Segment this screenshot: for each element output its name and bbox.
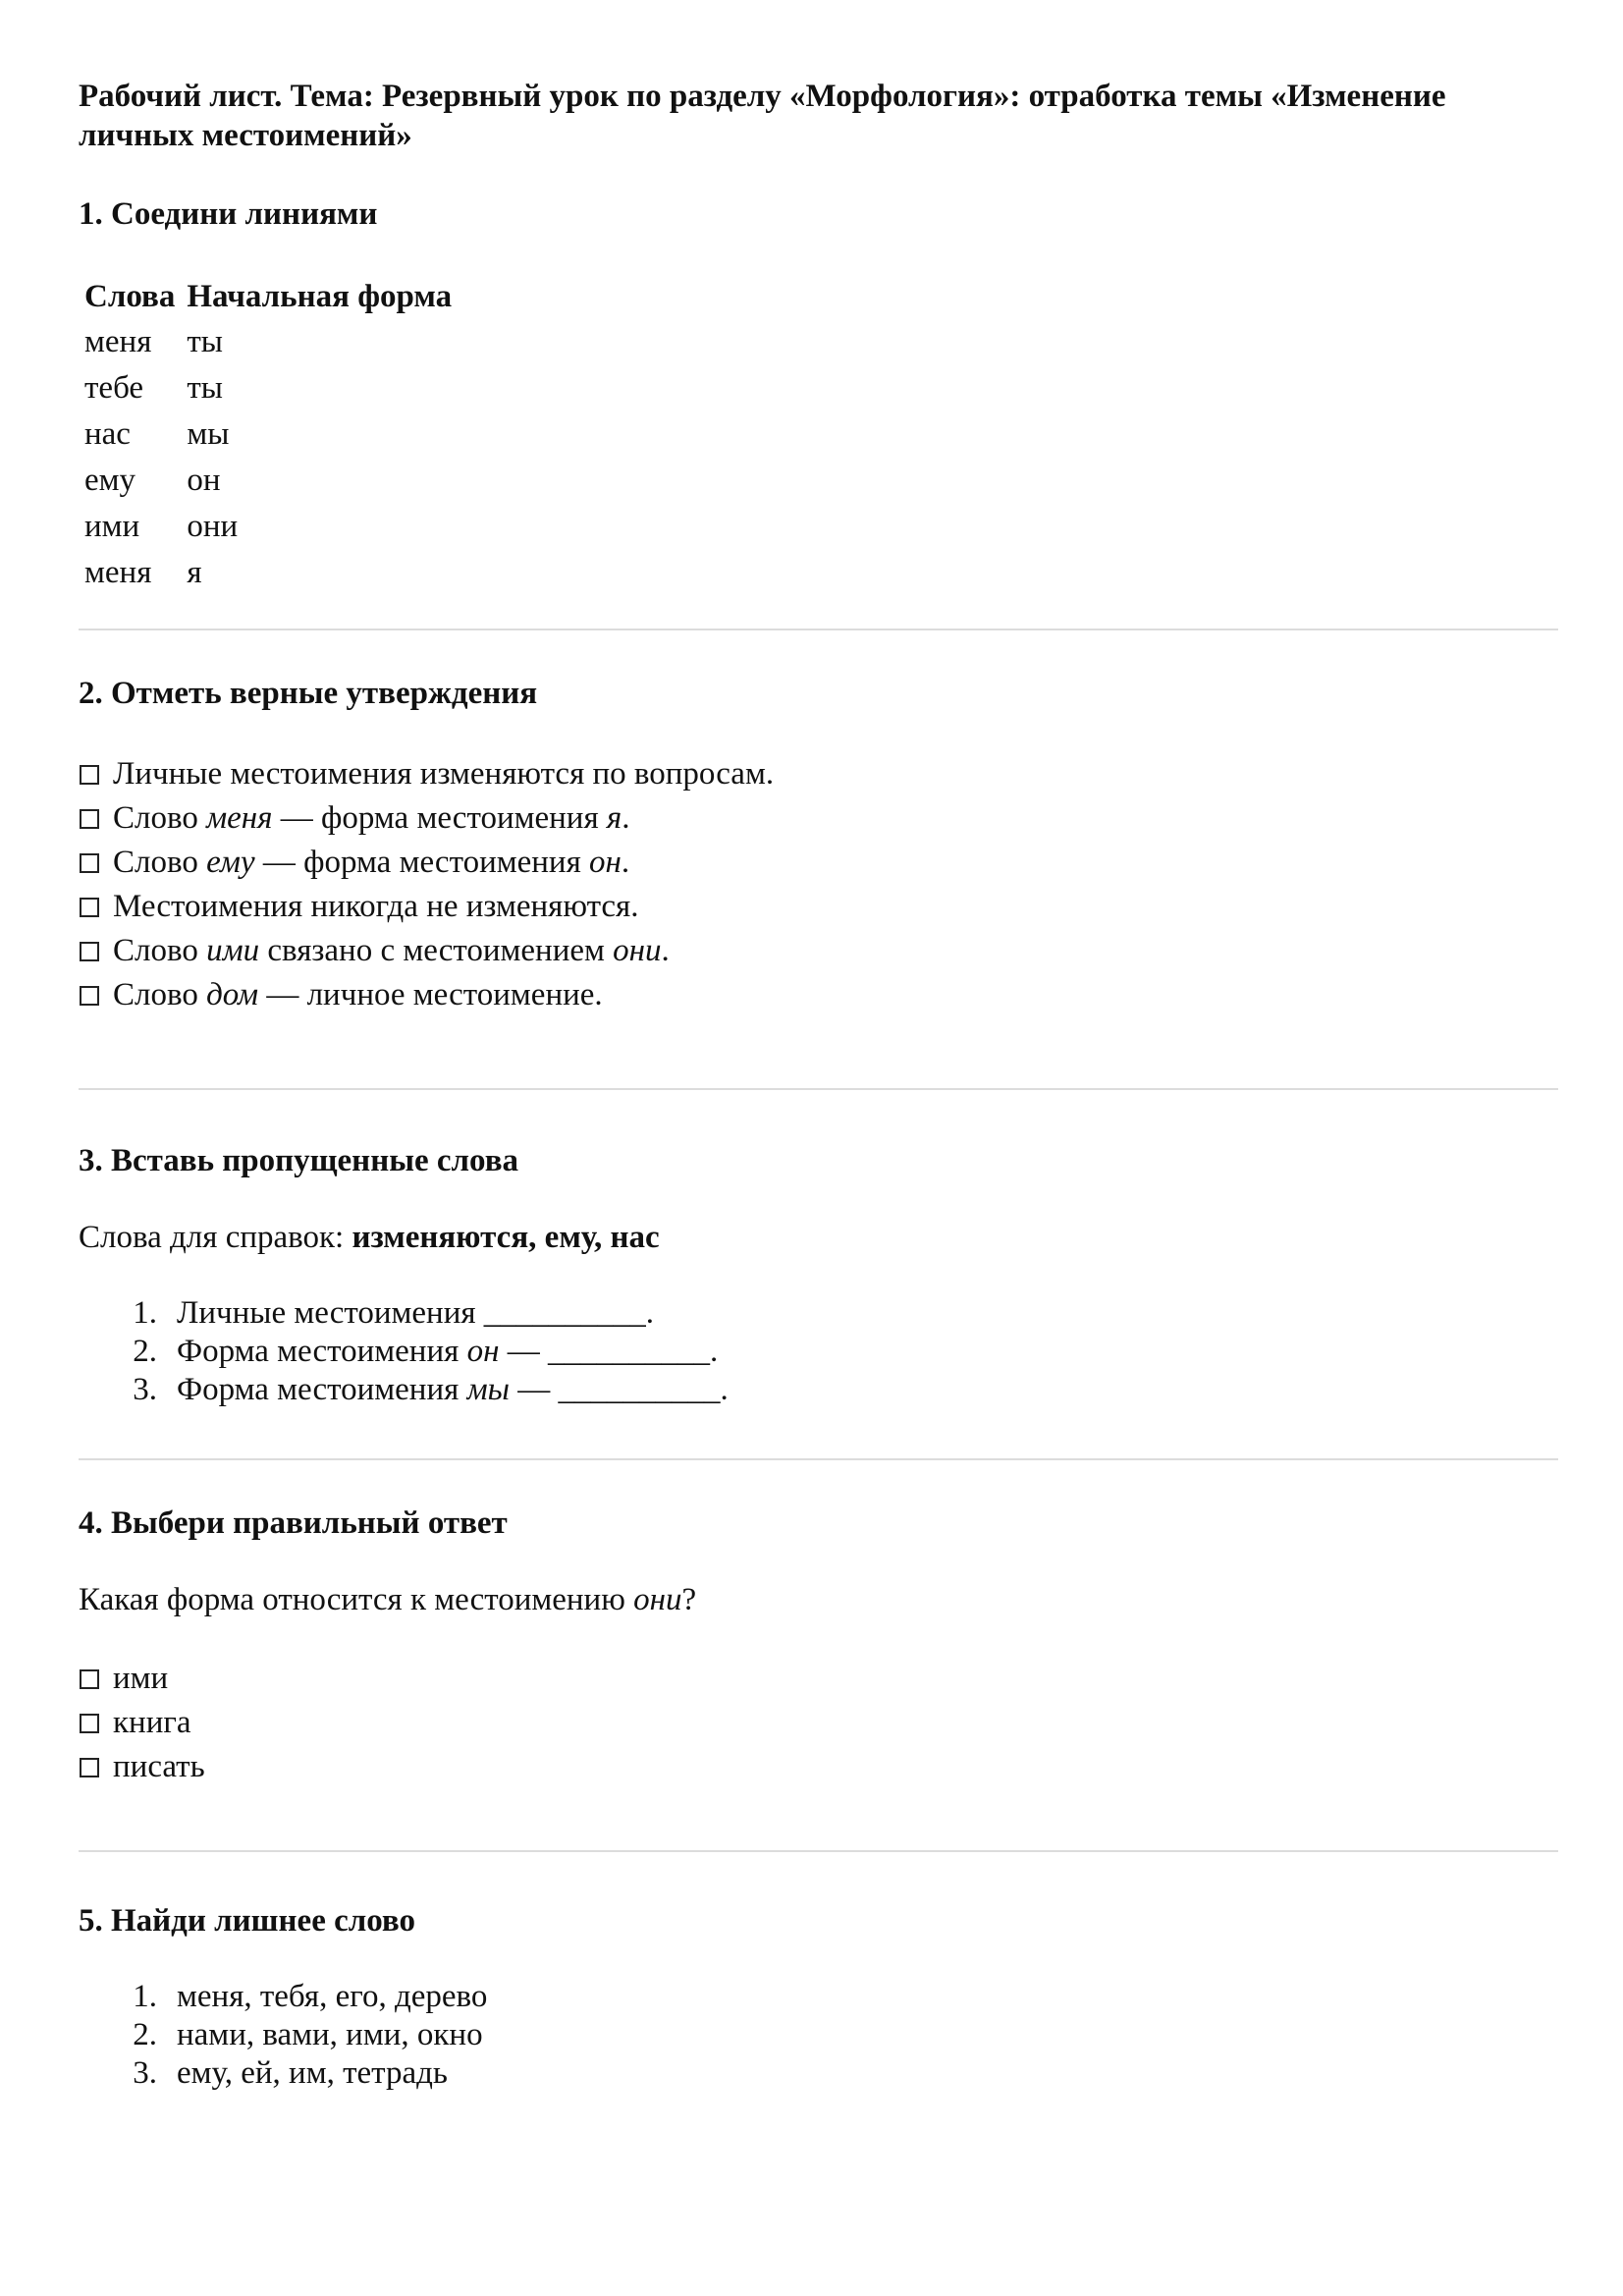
section-choose-answer: [79, 1503, 1544, 1789]
base-form-cell[interactable]: ты: [187, 370, 223, 406]
section-divider: [79, 629, 1558, 630]
word-cell[interactable]: ему: [84, 463, 136, 498]
table-row: [81, 365, 460, 411]
answer-option: [79, 1657, 1544, 1701]
word-cell[interactable]: меня: [84, 555, 152, 590]
checkbox[interactable]: [80, 1758, 99, 1777]
answer-option: [79, 1745, 1544, 1789]
column-header-words: Слова: [84, 279, 176, 314]
base-form-cell[interactable]: мы: [187, 416, 230, 452]
answer-option: [79, 1701, 1544, 1745]
option-label: писать: [113, 1749, 205, 1784]
statement-item: [79, 841, 1544, 885]
list-item[interactable]: 3. Форма местоимения мы — __________.: [133, 1372, 729, 1407]
list-item[interactable]: 3. ему, ей, им, тетрадь: [133, 2055, 448, 2091]
section-fill-blanks: [79, 1141, 1544, 1409]
statement-item: [79, 973, 1544, 1017]
table-row: [81, 504, 460, 550]
list-item[interactable]: 2. Форма местоимения он — __________.: [133, 1334, 719, 1369]
section-true-statements: [79, 674, 1544, 1017]
match-table: [81, 275, 460, 596]
base-form-cell[interactable]: они: [187, 509, 239, 544]
statement-text: Личные местоимения изменяются по вопросам.: [113, 756, 775, 792]
word-cell[interactable]: тебе: [84, 370, 144, 406]
column-header-base-form: Начальная форма: [187, 279, 453, 314]
table-header-row: [81, 275, 460, 319]
statement-item: [79, 885, 1544, 929]
checkbox[interactable]: [80, 1714, 99, 1733]
table-row: [81, 550, 460, 596]
checkbox[interactable]: [80, 765, 99, 785]
section-heading: 4. Выбери правильный ответ: [79, 1505, 508, 1541]
checkbox[interactable]: [80, 809, 99, 829]
reference-words: Слова для справок: изменяются, ему, нас: [79, 1220, 660, 1255]
word-cell[interactable]: меня: [84, 324, 152, 359]
word-cell[interactable]: ими: [84, 509, 140, 544]
answer-options: [79, 1657, 1544, 1789]
statement-text: Слово ими связано с местоимением они.: [113, 933, 670, 968]
checkbox[interactable]: [80, 853, 99, 873]
statement-item: [79, 929, 1544, 973]
section-heading: 5. Найди лишнее слово: [79, 1903, 416, 1939]
statement-item: [79, 796, 1544, 841]
option-label: книга: [113, 1705, 191, 1740]
section-match: [79, 194, 1544, 596]
statement-text: Слово меня — форма местоимения я.: [113, 800, 630, 836]
checkbox[interactable]: [80, 942, 99, 961]
section-divider: [79, 1088, 1558, 1090]
section-heading: 2. Отметь верные утверждения: [79, 676, 538, 711]
statement-item: [79, 752, 1544, 796]
statement-text: Слово дом — личное местоимение.: [113, 977, 603, 1012]
checkbox[interactable]: [80, 898, 99, 917]
checkbox[interactable]: [80, 986, 99, 1006]
table-row: [81, 411, 460, 458]
option-label: ими: [113, 1661, 169, 1696]
statement-text: Местоимения никогда не изменяются.: [113, 889, 639, 924]
base-form-cell[interactable]: ты: [187, 324, 223, 359]
section-heading: 1. Соедини линиями: [79, 196, 378, 232]
list-item[interactable]: 2. нами, вами, ими, окно: [133, 2017, 483, 2052]
statement-text: Слово ему — форма местоимения он.: [113, 845, 630, 880]
fill-blank-list: [79, 1294, 1544, 1409]
word-cell[interactable]: нас: [84, 416, 131, 452]
odd-word-list: [79, 1978, 1544, 2093]
statement-list: [79, 752, 1544, 1017]
section-odd-word: [79, 1901, 1544, 2093]
question-text: Какая форма относится к местоимению они?: [79, 1582, 697, 1617]
list-item[interactable]: 1. меня, тебя, его, дерево: [133, 1979, 488, 2014]
base-form-cell[interactable]: он: [187, 463, 221, 498]
base-form-cell[interactable]: я: [187, 555, 202, 590]
section-divider: [79, 1850, 1558, 1852]
section-divider: [79, 1458, 1558, 1460]
table-row: [81, 458, 460, 504]
checkbox[interactable]: [80, 1669, 99, 1689]
list-item[interactable]: 1. Личные местоимения __________.: [133, 1295, 655, 1331]
section-heading: 3. Вставь пропущенные слова: [79, 1143, 519, 1178]
table-row: [81, 319, 460, 365]
page-title: Рабочий лист. Тема: Резервный урок по разделу «Морфология»: отработка темы «Изменение личных местоимений»: [79, 79, 1446, 153]
